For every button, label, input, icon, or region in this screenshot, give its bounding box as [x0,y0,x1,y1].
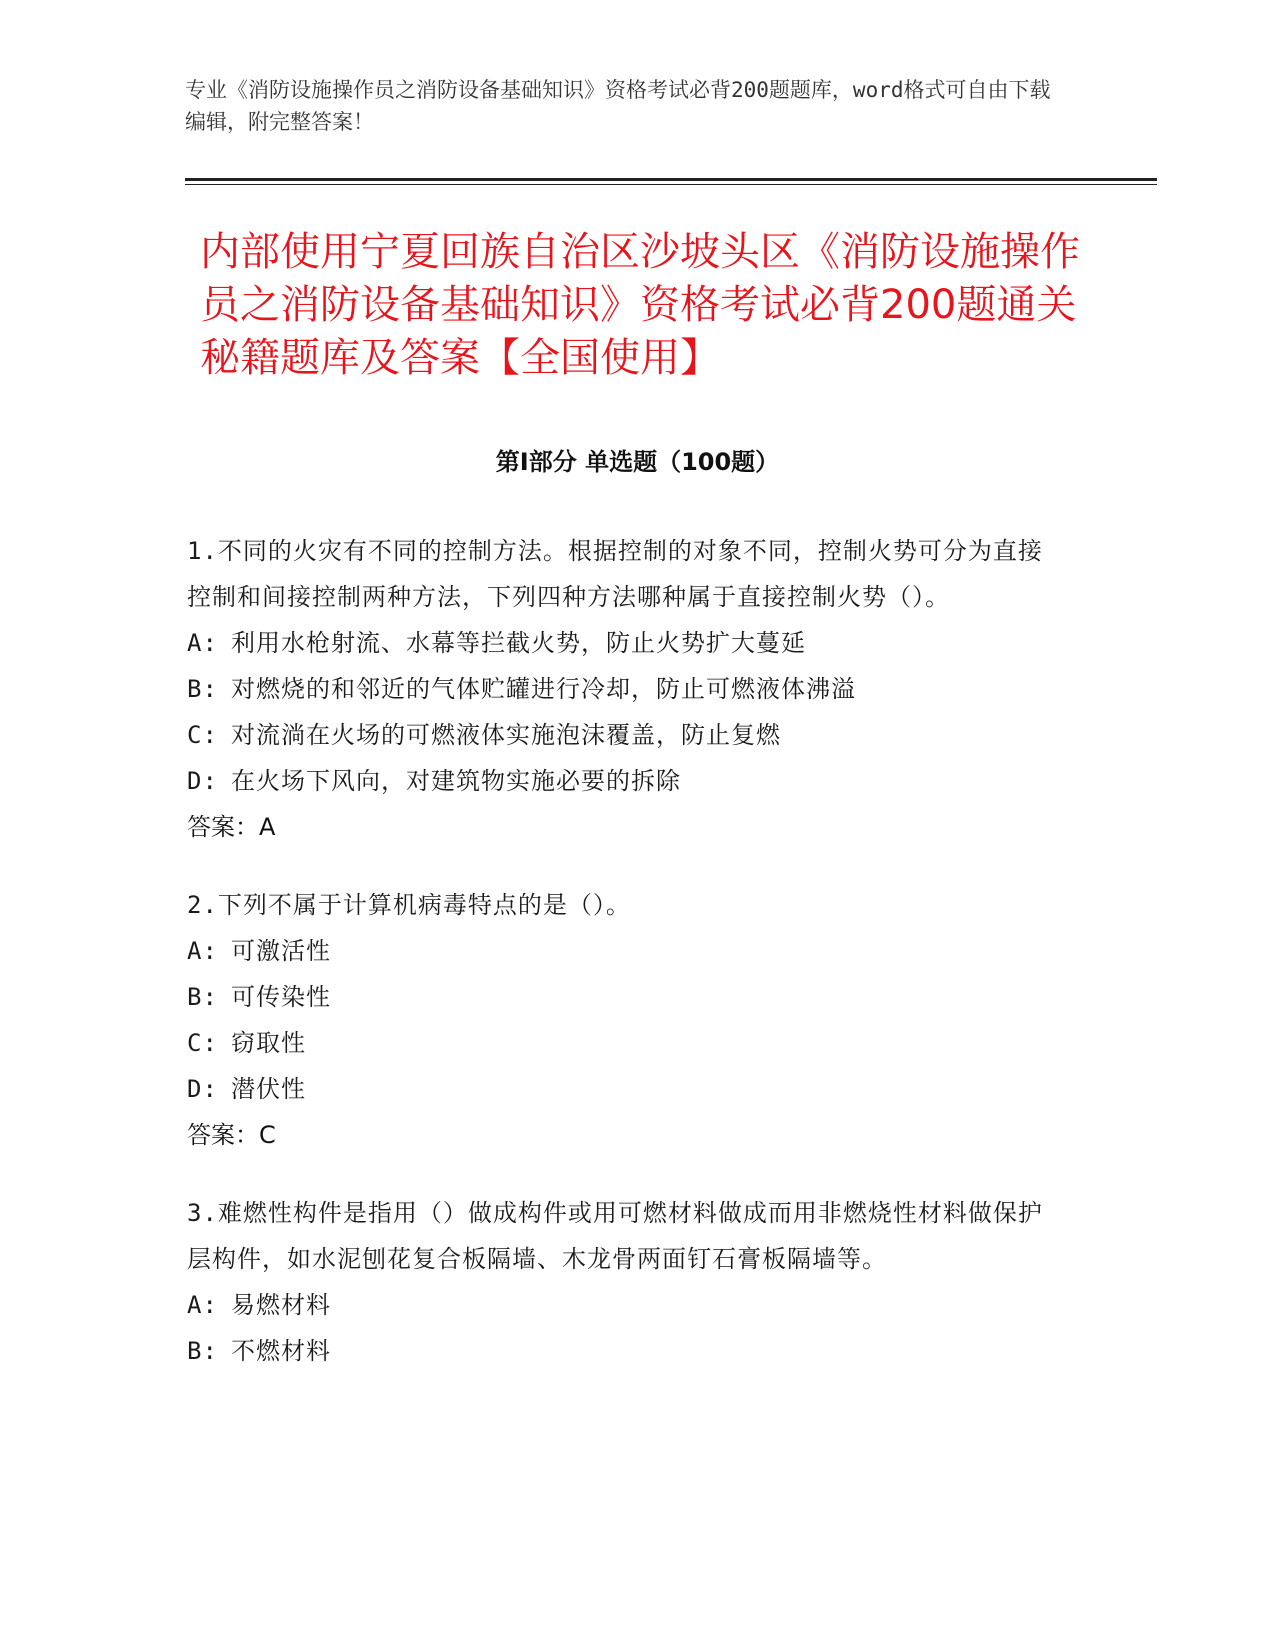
option-key: D: [187,1075,218,1103]
option-a [187,928,1067,974]
option-text: 在火场下风向，对建筑物实施必要的拆除 [231,767,681,795]
option-key: B: [187,675,218,703]
option-a [187,1282,1067,1328]
option-text: 不燃材料 [231,1337,331,1365]
option-a [187,620,1067,666]
section-title: 第Ⅰ部分 单选题（100题） [495,448,780,476]
option-text: 潜伏性 [231,1075,306,1103]
question-stem: 1.不同的火灾有不同的控制方法。根据控制的对象不同，控制火势可分为直接控制和间接控制两种方法，下列四种方法哪种属于直接控制火势（）。 [187,537,1043,611]
option-key: B: [187,1337,218,1365]
option-text: 对流淌在火场的可燃液体实施泡沫覆盖，防止复燃 [231,721,781,749]
question-3 [187,1190,1067,1374]
question-1 [187,528,1067,850]
option-key: A: [187,937,218,965]
answer-line: 答案：C [187,1121,276,1149]
option-c [187,712,1067,758]
option-c [187,1020,1067,1066]
option-b [187,666,1067,712]
option-text: 可传染性 [231,983,331,1011]
header-divider-thick [185,178,1157,181]
document-title: 内部使用宁夏回族自治区沙坡头区《消防设施操作员之消防设备基础知识》资格考试必背200题通关秘籍题库及答案【全国使用】 [200,229,1080,381]
option-key: D: [187,767,218,795]
option-text: 易燃材料 [231,1291,331,1319]
option-b [187,1328,1067,1374]
option-text: 对燃烧的和邻近的气体贮罐进行冷却，防止可燃液体沸溢 [231,675,856,703]
answer-line: 答案：A [187,813,276,841]
option-key: A: [187,629,218,657]
option-key: C: [187,721,218,749]
option-text: 可激活性 [231,937,331,965]
question-list [187,528,1067,1406]
option-key: B: [187,983,218,1011]
question-stem: 2.下列不属于计算机病毒特点的是（）。 [187,891,631,919]
option-text: 窃取性 [231,1029,306,1057]
option-key: A: [187,1291,218,1319]
question-stem: 3.难燃性构件是指用（）做成构件或用可燃材料做成而用非燃烧性材料做保护层构件，如水泥刨花复合板隔墙、木龙骨两面钉石膏板隔墙等。 [187,1199,1043,1273]
option-d [187,1066,1067,1112]
question-2 [187,882,1067,1158]
header-divider-thin [185,184,1157,185]
option-d [187,758,1067,804]
option-text: 利用水枪射流、水幕等拦截火势，防止火势扩大蔓延 [231,629,806,657]
header-note: 专业《消防设施操作员之消防设备基础知识》资格考试必背200题题库，word格式可自由下载编辑，附完整答案！ [185,78,1051,134]
option-key: C: [187,1029,218,1057]
option-b [187,974,1067,1020]
